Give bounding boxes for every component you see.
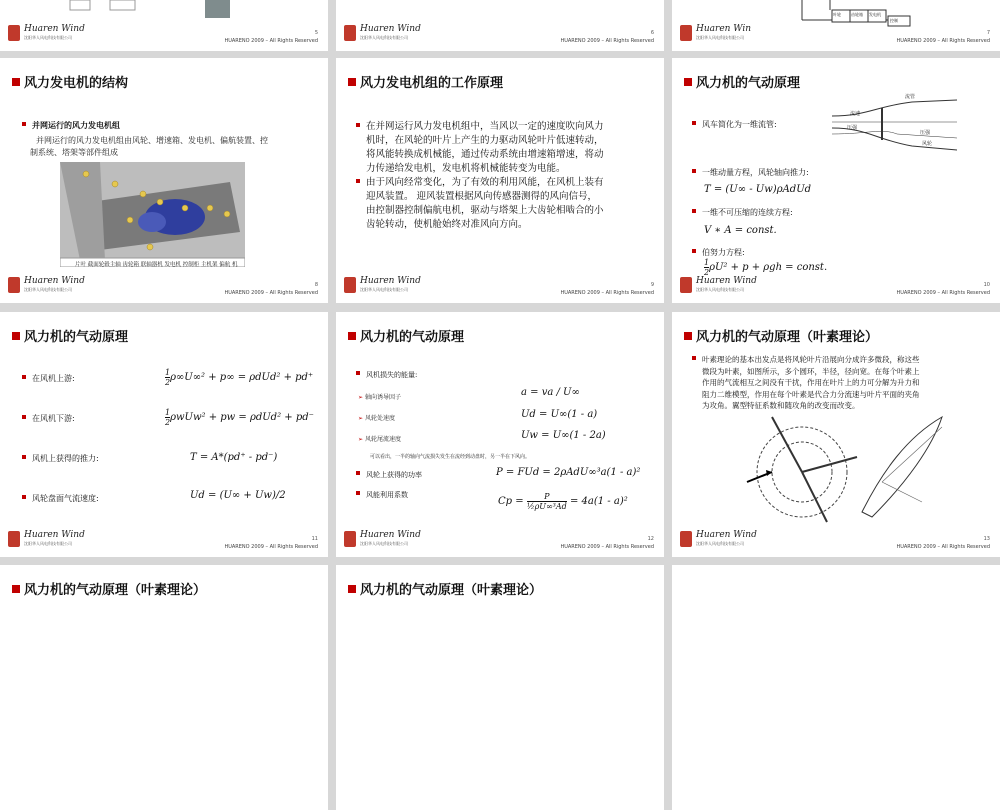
sub-bullet: ➢ 风轮处速度 bbox=[358, 413, 395, 422]
page-number: 11 bbox=[311, 536, 318, 542]
diagram-label: 齿轮箱 bbox=[851, 12, 863, 17]
logo: Huaren Win 沈阳华人风电科技有限公司 bbox=[680, 23, 736, 45]
bullet: 伯努力方程: bbox=[692, 246, 745, 260]
page-number: 5 bbox=[314, 30, 318, 36]
logo: Huaren Wind 沈阳华人风电科技有限公司 bbox=[680, 275, 736, 297]
diagram-label: 流管 bbox=[905, 94, 916, 100]
slide-13[interactable] bbox=[672, 312, 1000, 557]
slide-5-figure bbox=[60, 0, 230, 20]
seal-icon bbox=[8, 25, 20, 41]
slide-title: 风力机的气动原理 bbox=[684, 72, 800, 91]
bullet: 风车简化为一维流管: bbox=[692, 118, 777, 132]
equation: $\frac{1}{2}$ ρU² + p + ρgh = const. bbox=[704, 258, 828, 277]
equation: P = FUd = 2ρAdU∞³a(1 - a)² bbox=[496, 467, 641, 478]
blade-element-diagram bbox=[742, 412, 962, 542]
bullet: 一维动量方程，风轮轴向推力: bbox=[692, 166, 809, 180]
logo: Huaren Wind 沈阳华人风电科技有限公司 bbox=[8, 275, 64, 297]
slide-8[interactable] bbox=[0, 58, 328, 303]
logo: Huaren Wind 沈阳华人风电科技有限公司 bbox=[8, 529, 64, 551]
slide-15[interactable] bbox=[336, 565, 664, 810]
footer: HUARENO 2009 – All Rights Reserved bbox=[560, 544, 654, 550]
diagram-label: 流速 bbox=[850, 111, 861, 117]
logo: Huaren Wind 沈阳华人风电科技有限公司 bbox=[680, 529, 736, 551]
footer: HUARENO 2009 – All Rights Reserved bbox=[224, 544, 318, 550]
slide-title: 风力机的气动原理 bbox=[348, 326, 464, 345]
nacelle-illustration bbox=[60, 162, 245, 267]
seal-icon bbox=[344, 277, 356, 293]
equation: $\frac{1}{2}$ ρ∞U∞² + p∞ = ρdUd² + pd⁺ bbox=[165, 368, 314, 387]
diagram-label: 叶轮 bbox=[833, 12, 841, 17]
bullet: 风轮上获得的功率 bbox=[356, 468, 422, 482]
body-text: 制系统、塔架等部件组成 bbox=[30, 148, 118, 157]
equation: a = va / U∞ bbox=[521, 387, 580, 398]
slide-7[interactable] bbox=[672, 0, 1000, 51]
page-number: 8 bbox=[314, 282, 318, 288]
diagram-label: 控制 bbox=[890, 18, 898, 23]
diagram-label: 风轮 bbox=[922, 141, 933, 147]
equation: Ud = U∞(1 - a) bbox=[521, 409, 598, 420]
slide-12[interactable] bbox=[336, 312, 664, 557]
logo: Huaren Wind 沈阳华人风电科技有限公司 bbox=[344, 275, 400, 297]
footer: HUARENO 2009 – All Rights Reserved bbox=[560, 38, 654, 44]
footer: HUARENO 2009 – All Rights Reserved bbox=[896, 544, 990, 550]
bullet: 在并网运行风力发电机组中，当风以一定的速度吹向风力 机时，在风轮的叶片上产生的力驱动风轮叶片低速转动， 将风能转换成机械能，通过传动系统由增速箱增速，将动 力传递给发电机，发电机将机械能转变为电能。 由于风向经常变化，为了有效的利用风能，在风机上装有 迎风装置。 迎风装置根据风向传感器测得的风向信号， 由控制器控制偏航电机，驱动与塔架上大齿轮相啮合的小 齿轮转动，使机舱始终对准风向方向。 bbox=[356, 120, 604, 232]
diagram-label: 压强 bbox=[847, 125, 858, 131]
seal-icon bbox=[344, 25, 356, 41]
slide-16[interactable] bbox=[672, 565, 1000, 810]
slide-9[interactable] bbox=[336, 58, 664, 303]
slide-10[interactable] bbox=[672, 58, 1000, 303]
equation: Ud = (U∞ + Uw)/2 bbox=[190, 490, 286, 501]
bullet: 并网运行的风力发电机组 bbox=[22, 119, 120, 133]
page-number: 6 bbox=[650, 30, 654, 36]
logo: Huaren Wind 沈阳华人风电科技有限公司 bbox=[344, 529, 400, 551]
seal-icon bbox=[680, 25, 692, 41]
footer: HUARENO 2009 – All Rights Reserved bbox=[560, 290, 654, 296]
page-number: 12 bbox=[647, 536, 654, 542]
footer: HUARENO 2009 – All Rights Reserved bbox=[896, 290, 990, 296]
equation: $\frac{1}{2}$ ρwUw² + pw = ρdUd² + pd⁻ bbox=[165, 408, 314, 427]
page-number: 9 bbox=[650, 282, 654, 288]
slide-title: 风力机的气动原理 bbox=[12, 326, 128, 345]
bullet: 在风机上游: bbox=[22, 372, 75, 386]
equation: Cp = $\frac{P}{\text{½ρU∞³Ad}}$ = 4a(1 - a)² bbox=[498, 492, 628, 511]
slide-title: 风力机的气动原理（叶素理论） bbox=[12, 579, 206, 598]
slide-14[interactable] bbox=[0, 565, 328, 810]
equation: T = A*(pd⁺ - pd⁻) bbox=[190, 452, 278, 463]
equation: V ∗ A = const. bbox=[704, 225, 777, 236]
bullet: 风机上获得的推力: bbox=[22, 452, 99, 466]
footer: HUARENO 2009 – All Rights Reserved bbox=[224, 290, 318, 296]
slide-title: 风力机的气动原理（叶素理论） bbox=[348, 579, 542, 598]
note: 可以看出，一半的轴向气流损失发生在流经到动盘时，另一半在下风向。 bbox=[370, 454, 531, 460]
slide-title: 风力机的气动原理（叶素理论） bbox=[684, 326, 878, 345]
bullet: 风机损失的能量: bbox=[356, 368, 417, 382]
sub-bullet: ➢ 轴向诱导因子 bbox=[358, 392, 401, 401]
slide-11[interactable] bbox=[0, 312, 328, 557]
footer: HUARENO 2009 – All Rights Reserved bbox=[896, 38, 990, 44]
slide-title: 风力发电机组的工作原理 bbox=[348, 72, 503, 91]
equation: Uw = U∞(1 - 2a) bbox=[521, 430, 606, 441]
diagram-label: 压强 bbox=[920, 130, 931, 136]
equation: T = (U∞ - Uw)ρAdUd bbox=[704, 184, 812, 195]
seal-icon bbox=[344, 531, 356, 547]
sub-bullet: ➢ 风轮尾流速度 bbox=[358, 434, 401, 443]
page-number: 10 bbox=[983, 282, 990, 288]
seal-icon bbox=[680, 531, 692, 547]
footer: HUARENO 2009 – All Rights Reserved bbox=[224, 38, 318, 44]
body-text: 并网运行的风力发电机组由风轮、增速箱、发电机、偏航装置、控 bbox=[36, 136, 268, 145]
logo: Huaren Wind 沈阳华人风电科技有限公司 bbox=[344, 23, 400, 45]
page-number: 13 bbox=[983, 536, 990, 542]
bullet: 一维不可压缩的连续方程: bbox=[692, 206, 793, 220]
seal-icon bbox=[8, 531, 20, 547]
page-number: 7 bbox=[986, 30, 990, 36]
diagram-label: 发电机 bbox=[869, 12, 881, 17]
bullet: 风轮盘面气流速度: bbox=[22, 492, 99, 506]
figure-caption: 片叶 截面轮毂主轴 齿轮箱 联轴器机 发电机 控制柜 主机架 偏航 机 bbox=[75, 262, 238, 268]
bullet: 在风机下游: bbox=[22, 412, 75, 426]
seal-icon bbox=[8, 277, 20, 293]
slide-5[interactable] bbox=[0, 0, 328, 51]
bullet: 叶素理论的基本出发点是将风轮叶片沿展向分成许多微段，称这些 微段为叶素，如图所示，多个圆环，半径，径向宽。在每个叶素上 作用的气流相互之间没有干扰，作用在叶片上的力可分解为升力和 阻力二维模型，作用在每个叶素是代合力分流速与叶片平面的夹角 为攻角。翼型特征系数和随攻角的改变而改变。 bbox=[692, 354, 920, 412]
bullet: 风能利用系数 bbox=[356, 488, 408, 502]
slide-title: 风力发电机的结构 bbox=[12, 72, 128, 91]
logo: Huaren Wind 沈阳华人风电科技有限公司 bbox=[8, 23, 64, 45]
slide-6[interactable] bbox=[336, 0, 664, 51]
seal-icon bbox=[680, 277, 692, 293]
